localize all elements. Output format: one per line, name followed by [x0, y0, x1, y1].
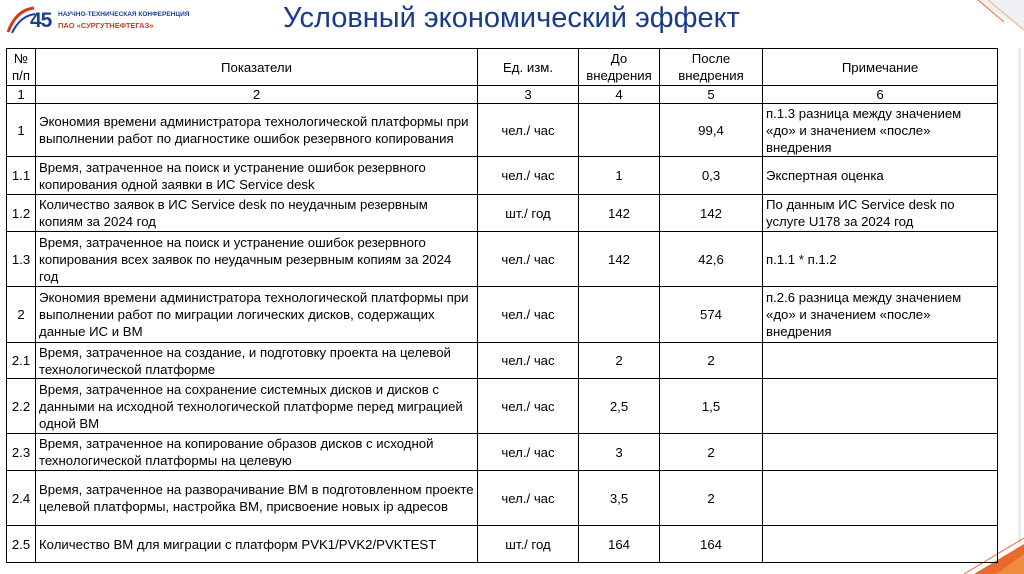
logo-line-1: НАУЧНО-ТЕХНИЧЕСКАЯ КОНФЕРЕНЦИЯ	[58, 11, 190, 18]
logo-number: 45	[30, 9, 52, 32]
row-note	[763, 526, 998, 563]
economic-effect-table	[6, 48, 998, 563]
row-indicator: Количество заявок в ИС Service desk по неудачным резервным копиям за 2024 год	[36, 195, 478, 232]
row-indicator: Время, затраченное на разворачивание ВМ в подготовленном проекте целевой платформы, настройка ВМ, присвоение новых ip адресов	[36, 471, 478, 526]
row-after: 0,3	[660, 157, 763, 195]
row-indicator: Время, затраченное на поиск и устранение ошибок резервного копирования всех заявок по неудачным резервным копиям за 2024 год	[36, 232, 478, 287]
row-after: 164	[660, 526, 763, 563]
table-row	[7, 343, 998, 379]
col-number: 4	[579, 86, 660, 104]
row-note	[763, 343, 998, 379]
row-before	[579, 104, 660, 157]
row-num: 2.1	[7, 343, 36, 379]
row-unit: чел./ час	[478, 471, 579, 526]
row-unit: чел./ час	[478, 232, 579, 287]
row-before: 1	[579, 157, 660, 195]
row-num: 1.3	[7, 232, 36, 287]
logo-line-2: ПАО «СУРГУТНЕФТЕГАЗ»	[58, 21, 154, 30]
row-indicator: Экономия времени администратора технологической платформы при выполнении работ по миграции логических дисков, содержащих данные ИС и ВМ	[36, 287, 478, 343]
row-unit: шт./ год	[478, 526, 579, 563]
table-row	[7, 232, 998, 287]
row-indicator: Время, затраченное на создание, и подготовку проекта на целевой технологической платформе	[36, 343, 478, 379]
header-note: Примечание	[763, 49, 998, 86]
row-before: 142	[579, 232, 660, 287]
row-num: 1	[7, 104, 36, 157]
row-num: 1.2	[7, 195, 36, 232]
col-number: 6	[763, 86, 998, 104]
row-before: 3,5	[579, 471, 660, 526]
header-indicator: Показатели	[36, 49, 478, 86]
row-note: п.1.3 разница между значением «до» и значением «после» внедрения	[763, 104, 998, 157]
row-after: 142	[660, 195, 763, 232]
row-num: 2	[7, 287, 36, 343]
row-num: 1.1	[7, 157, 36, 195]
row-num: 2.5	[7, 526, 36, 563]
row-before	[579, 287, 660, 343]
row-before: 142	[579, 195, 660, 232]
row-after: 2	[660, 471, 763, 526]
row-num: 2.3	[7, 434, 36, 471]
table-row	[7, 434, 998, 471]
row-before: 2	[579, 343, 660, 379]
col-number: 3	[478, 86, 579, 104]
column-number-row	[7, 86, 998, 104]
row-note: п.2.6 разница между значением «до» и значением «после» внедрения	[763, 287, 998, 343]
row-after: 2	[660, 343, 763, 379]
row-num: 2.2	[7, 379, 36, 434]
table-row	[7, 157, 998, 195]
row-before: 164	[579, 526, 660, 563]
table-row	[7, 379, 998, 434]
header-unit: Ед. изм.	[478, 49, 579, 86]
row-after: 574	[660, 287, 763, 343]
table-row	[7, 526, 998, 563]
row-unit: чел./ час	[478, 434, 579, 471]
row-indicator: Экономия времени администратора технологической платформы при выполнении работ по диагностике ошибок резервного копирования	[36, 104, 478, 157]
table-row	[7, 471, 998, 526]
row-note: По данным ИС Service desk по услуге U178 за 2024 год	[763, 195, 998, 232]
header-row	[7, 49, 998, 86]
table-row	[7, 104, 998, 157]
row-after: 1,5	[660, 379, 763, 434]
row-unit: шт./ год	[478, 195, 579, 232]
row-unit: чел./ час	[478, 343, 579, 379]
row-unit: чел./ час	[478, 104, 579, 157]
row-note	[763, 471, 998, 526]
row-note: п.1.1 * п.1.2	[763, 232, 998, 287]
row-before: 3	[579, 434, 660, 471]
header-after: После внедрения	[660, 49, 763, 86]
right-edge-decoration	[1018, 48, 1021, 544]
col-number: 1	[7, 86, 36, 104]
table-row	[7, 195, 998, 232]
row-note: Экспертная оценка	[763, 157, 998, 195]
row-indicator: Количество ВМ для миграции с платформ PVK1/PVK2/PVKTEST	[36, 526, 478, 563]
conference-logo	[6, 6, 190, 34]
row-unit: чел./ час	[478, 157, 579, 195]
row-note	[763, 379, 998, 434]
table-row	[7, 287, 998, 343]
page-title: Условный экономический эффект	[283, 2, 740, 34]
row-note	[763, 434, 998, 471]
row-indicator: Время, затраченное на копирование образов дисков с исходной технологической платформы на целевую	[36, 434, 478, 471]
row-after: 2	[660, 434, 763, 471]
row-indicator: Время, затраченное на поиск и устранение ошибок резервного копирования одной заявки в ИС Service desk	[36, 157, 478, 195]
col-number: 2	[36, 86, 478, 104]
row-indicator: Время, затраченное на сохранение системных дисков и дисков с данными на исходной технологической платформе перед миграцией одной ВМ	[36, 379, 478, 434]
row-unit: чел./ час	[478, 379, 579, 434]
row-after: 42,6	[660, 232, 763, 287]
row-after: 99,4	[660, 104, 763, 157]
corner-decoration-top-icon	[954, 0, 1024, 48]
row-before: 2,5	[579, 379, 660, 434]
header-num: № п/п	[7, 49, 36, 86]
row-unit: чел./ час	[478, 287, 579, 343]
header-before: До внедрения	[579, 49, 660, 86]
col-number: 5	[660, 86, 763, 104]
row-num: 2.4	[7, 471, 36, 526]
